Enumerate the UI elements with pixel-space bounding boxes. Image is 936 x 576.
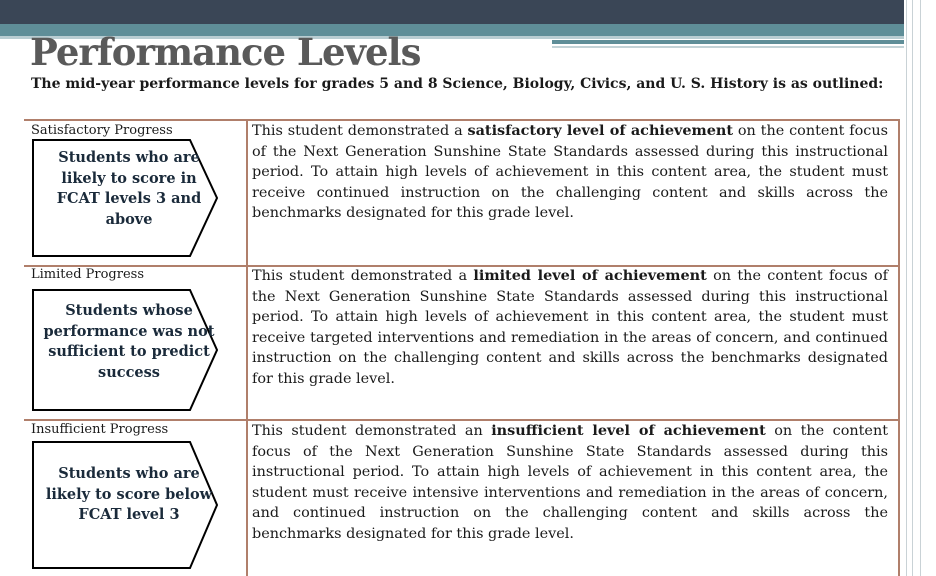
table-column-divider	[246, 119, 248, 576]
side-rule	[912, 0, 913, 576]
header-band-dark	[0, 0, 904, 24]
arrow-callout-text: Students who are likely to score in FCAT levels 3 and above	[56, 149, 202, 228]
arrow-callout	[32, 139, 218, 257]
arrow-callout	[32, 441, 218, 569]
page-title: Performance Levels	[30, 30, 421, 74]
arrow-callout	[32, 289, 218, 411]
title-accent-line	[552, 40, 904, 44]
performance-table	[24, 119, 900, 576]
row-label: Satisfactory Progress	[31, 123, 173, 138]
side-rule	[920, 0, 921, 576]
arrow-callout-text: Students who are likely to score below FCAT level 3	[45, 465, 213, 523]
arrow-callout-text: Students whose performance was not sufficient to predict success	[43, 302, 215, 381]
page-subtitle: The mid-year performance levels for grades 5 and 8 Science, Biology, Civics, and U. S. History is as outlined:	[31, 76, 884, 92]
row-description: This student demonstrated a satisfactory level of achievement on the content focus of the Next Generation Sunshine State Standards assessed during this instructional period. To attain high levels of achievement in this content area, the student must receive continued instruction on the challenging content and skills across the benchmarks designated for this grade level.	[252, 122, 888, 221]
row-label: Insufficient Progress	[31, 422, 169, 437]
row-description: This student demonstrated an insufficient level of achievement on the content focus of the Next Generation Sunshine State Standards assessed during this instructional period. To attain high levels of achievement in this content area, the student must receive intensive interventions and remediation in the areas of concern, and continued instruction on the challenging content and skills across the benchmarks designated for this grade level.	[252, 422, 888, 542]
side-rule	[906, 0, 907, 576]
row-description: This student demonstrated a limited level of achievement on the content focus of the Next Generation Sunshine State Standards assessed during this instructional period. To attain high levels of achievement in this content area, the student must receive targeted interventions and remediation in the areas of concern, and continued instruction on the challenging content and skills across the benchmarks designated for this grade level.	[252, 267, 888, 387]
row-label: Limited Progress	[31, 267, 145, 282]
table-right-border	[898, 119, 900, 576]
title-accent-line-thin	[552, 46, 904, 48]
